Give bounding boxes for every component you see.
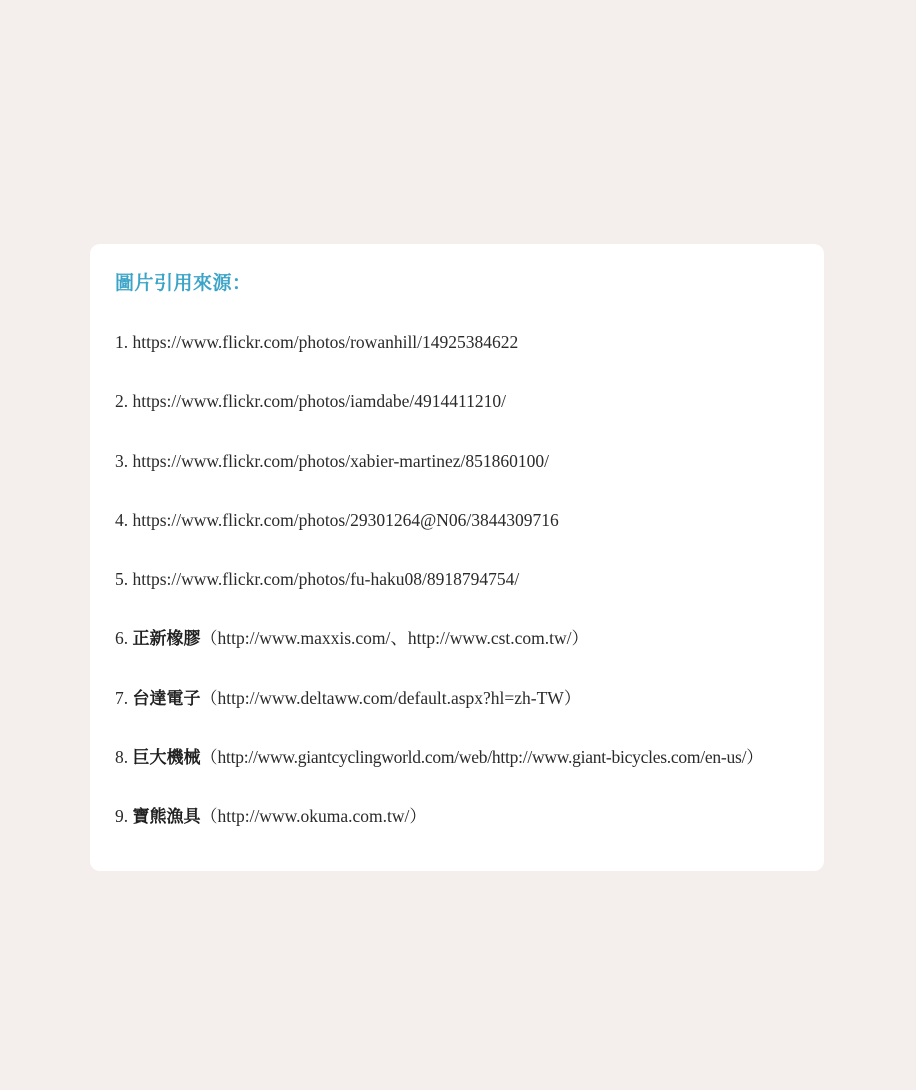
source-number: 3. (115, 450, 129, 471)
sources-heading: 圖片引用來源： (115, 272, 252, 294)
source-item (115, 389, 763, 448)
source-number: 7. (115, 687, 129, 708)
sources-list (115, 330, 763, 864)
source-url[interactable]: http://www.giantcyclingworld.com/web/http://www.giant-bicycles.com/en-us/ (217, 747, 747, 768)
source-company: 巨大機械 (132, 748, 201, 769)
source-number: 9. (115, 806, 129, 827)
source-number: 2. (115, 391, 129, 412)
source-open-paren: （ (200, 807, 218, 828)
source-url[interactable]: http://www.maxxis.com/、http://www.cst.com.tw/ (217, 628, 572, 649)
source-number: 8. (115, 747, 129, 768)
source-number: 5. (115, 569, 129, 590)
source-url[interactable]: https://www.flickr.com/photos/fu-haku08/8918794754/ (132, 569, 520, 590)
source-url[interactable]: https://www.flickr.com/photos/xabier-martinez/851860100/ (132, 450, 549, 471)
source-number: 6. (115, 628, 129, 649)
source-number: 1. (115, 332, 129, 352)
source-open-paren: （ (200, 688, 218, 709)
source-open-paren: （ (200, 629, 218, 650)
source-item (115, 804, 763, 863)
source-company: 台達電子 (132, 688, 201, 709)
source-item (115, 626, 763, 685)
source-url[interactable]: http://www.okuma.com.tw/ (217, 806, 410, 827)
source-item (115, 745, 763, 804)
source-url[interactable]: https://www.flickr.com/photos/29301264@N06/3844309716 (132, 509, 559, 530)
source-item (115, 330, 763, 389)
source-url[interactable]: https://www.flickr.com/photos/iamdabe/4914411210/ (132, 391, 506, 412)
source-item (115, 449, 763, 508)
source-company: 寶熊漁具 (132, 807, 201, 828)
source-open-paren: （ (200, 748, 218, 769)
source-close-paren: ） (409, 807, 427, 828)
source-item (115, 686, 763, 745)
source-close-paren: ） (563, 688, 581, 709)
source-company: 正新橡膠 (132, 629, 201, 650)
source-item (115, 567, 763, 626)
source-close-paren: ） (746, 748, 764, 769)
source-item (115, 508, 763, 567)
sources-card (90, 244, 824, 871)
source-url[interactable]: https://www.flickr.com/photos/rowanhill/14925384622 (132, 332, 519, 352)
source-url[interactable]: http://www.deltaww.com/default.aspx?hl=zh-TW (217, 687, 564, 708)
source-close-paren: ） (571, 629, 589, 650)
source-number: 4. (115, 509, 129, 530)
